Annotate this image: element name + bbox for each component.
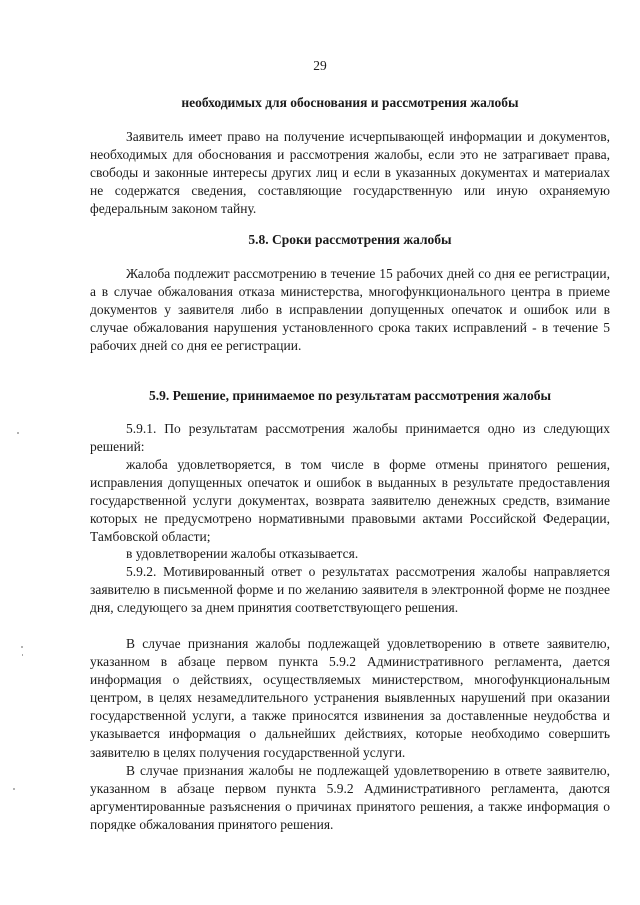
scan-speck xyxy=(13,788,15,790)
paragraph-complaint-satisfied: В случае признания жалобы подлежащей удовлетворению в ответе заявителю, указанном в абзаце первом пункта 5.9.2 Административного регламента, дается информация о действиях, осуществляемых министерством, многофункциональным центром, в целях незамедлительного устранения выявленных нарушений при оказании государственной услуги, а также приносятся извинения за доставленные неудобства и указывается информация о дальнейших действиях, которые необходимо совершить заявителю в целях получения государственной услуги. xyxy=(90,636,610,760)
page-number: 29 xyxy=(313,58,327,73)
section-heading-continued: необходимых для обоснования и рассмотрения жалобы xyxy=(181,95,519,110)
section-heading-5-8: 5.8. Сроки рассмотрения жалобы xyxy=(248,232,452,247)
paragraph-5-9-1-option-satisfy: жалоба удовлетворяется, в том числе в форме отмены принятого решения, исправления допущенных опечаток и ошибок в выданных в результате предоставления государственной услуги документах, возврата заявителю денежных средств, взимание которых не предусмотрено нормативными правовыми актами Российской Федерации, Тамбовской области; xyxy=(90,457,610,545)
paragraph-information-rights: Заявитель имеет право на получение исчерпывающей информации и документов, необходимых для обоснования и рассмотрения жалобы, если это не затрагивает права, свободы и законные интересы других лиц и если в указанных документах и материалах не содержатся сведения, составляющие государственную или иную охраняемую федеральным законом тайну. xyxy=(90,129,610,217)
scan-speck xyxy=(22,654,23,656)
scan-speck xyxy=(17,432,19,434)
paragraph-5-9-1-option-refuse: в удовлетворении жалобы отказывается. xyxy=(126,546,359,561)
paragraph-5-9-2: 5.9.2. Мотивированный ответ о результатах рассмотрения жалобы направляется заявителю в письменной форме и по желанию заявителя в электронной форме не позднее дня, следующего за днем принятия соответствующего решения. xyxy=(90,564,610,616)
section-heading-5-9: 5.9. Решение, принимаемое по результатам рассмотрения жалобы xyxy=(148,388,552,403)
paragraph-5-8-deadlines: Жалоба подлежит рассмотрению в течение 15 рабочих дней со дня ее регистрации, а в случае обжалования отказа министерства, многофункционального центра в приеме документов у заявителя либо в исправлении допущенных опечаток и ошибок или в случае обжалования нарушения установленного срока таких исправлений - в течение 5 рабочих дней со дня ее регистрации. xyxy=(90,266,610,354)
paragraph-5-9-1: 5.9.1. По результатам рассмотрения жалобы принимается одно из следующих решений: xyxy=(90,421,610,455)
scan-speck xyxy=(21,646,23,648)
paragraph-complaint-not-satisfied: В случае признания жалобы не подлежащей удовлетворению в ответе заявителю, указанном в абзаце первом пункта 5.9.2 Административного регламента, даются аргументированные разъяснения о причинах принятого решения, а также информация о порядке обжалования принятого решения. xyxy=(90,763,610,833)
